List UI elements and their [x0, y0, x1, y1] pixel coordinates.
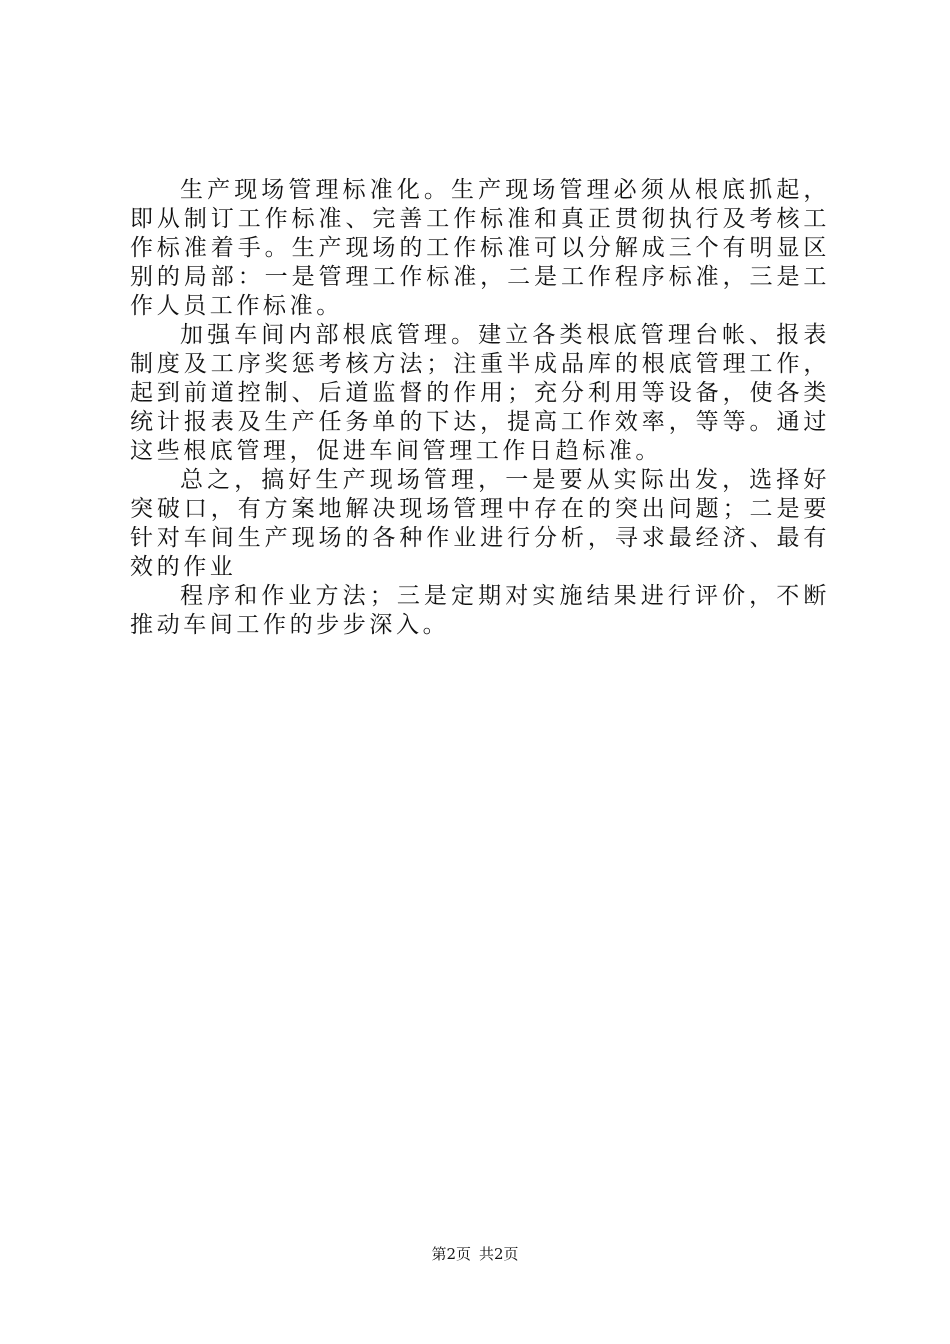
paragraph-conclusion: 总之，搞好生产现场管理，一是要从实际出发，选择好突破口，有方案地解决现场管理中存在的突出问题；二是要针对车间生产现场的各种作业进行分析，寻求最经济、最有效的作业: [130, 467, 830, 580]
paragraph-conclusion-continued: 程序和作业方法；三是定期对实施结果进行评价，不断推动车间工作的步步深入。: [130, 583, 830, 638]
paragraph-standardization: 生产现场管理标准化。生产现场管理必须从根底抓起，即从制订工作标准、完善工作标准和真正贯彻执行及考核工作标准着手。生产现场的工作标准可以分解成三个有明显区别的局部：一是管理工作标准，二是工作程序标准，三是工作人员工作标准。: [130, 177, 830, 319]
paragraph-basic-management: 加强车间内部根底管理。建立各类根底管理台帐、报表制度及工序奖惩考核方法；注重半成品库的根底管理工作，起到前道控制、后道监督的作用；充分利用等设备，使各类统计报表及生产任务单的下达，提高工作效率，等等。通过这些根底管理，促进车间管理工作日趋标准。: [130, 322, 830, 464]
page-number: 第2页: [431, 1245, 471, 1263]
page-footer: [0, 1244, 950, 1264]
total-pages: 共2页: [479, 1245, 519, 1263]
document-body: [130, 176, 830, 640]
